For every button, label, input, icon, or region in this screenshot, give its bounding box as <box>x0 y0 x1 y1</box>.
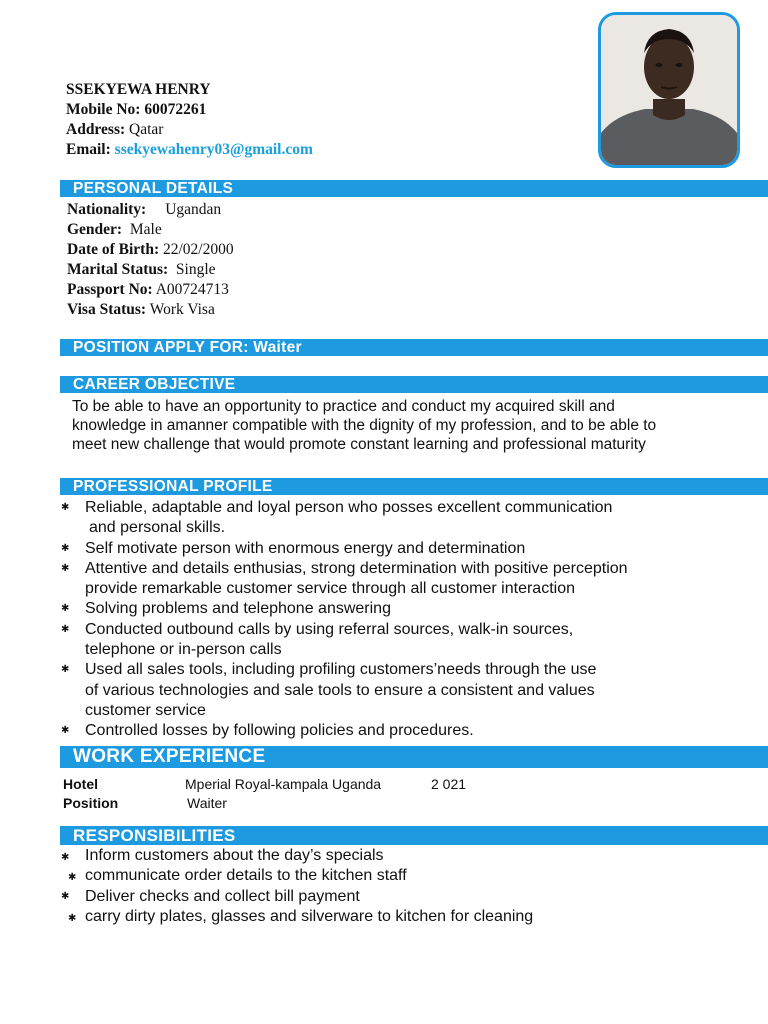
position-label: Position <box>63 795 119 811</box>
asterisk-bullet-icon: ✱ <box>61 603 70 615</box>
candidate-name: SSEKYEWA HENRY <box>66 81 211 98</box>
responsibilities-list <box>58 846 533 927</box>
list-item: ✱ Used all sales tools, including profiling customers’needs through the use of various technologies and sale tools to ensure a consistent and values customer service <box>61 661 597 719</box>
asterisk-bullet-icon: ✱ <box>68 872 77 884</box>
list-item: ✱ Attentive and details enthusias, strong determination with positive perception provide remarkable customer service through all customer interaction <box>61 559 628 598</box>
mobile-label: Mobile No: <box>66 101 141 118</box>
list-item: ✱ communicate order details to the kitchen staff <box>68 867 407 885</box>
email-label: Email: <box>66 141 111 158</box>
work-year: 2 021 <box>431 776 467 792</box>
list-item: ✱ Conducted outbound calls by using referral sources, walk-in sources, telephone or in-person calls <box>61 620 574 659</box>
email-link[interactable]: ssekyewahenry03@gmail.com <box>114 141 313 158</box>
nationality-value: Ugandan <box>165 201 222 218</box>
asterisk-bullet-icon: ✱ <box>61 664 70 676</box>
section-header-position-apply: POSITION APPLY FOR: Waiter <box>60 339 768 356</box>
contact-header <box>66 80 313 160</box>
asterisk-bullet-icon: ✱ <box>61 890 70 902</box>
list-item: ✱ Controlled losses by following policies and procedures. <box>61 722 474 740</box>
professional-profile-list <box>58 498 628 742</box>
section-header-work-experience: WORK EXPERIENCE <box>60 746 768 768</box>
career-objective-text <box>72 397 752 454</box>
section-header-responsibilities: RESPONSIBILITIES <box>60 826 768 845</box>
visa-status-row <box>67 300 234 320</box>
passport-label: Passport No: <box>67 281 153 298</box>
career-line: meet new challenge that would promote constant learning and professional maturity <box>72 436 646 453</box>
career-line: knowledge in amanner compatible with the dignity of my profession, and to be able to <box>72 417 657 434</box>
list-item: ✱ carry dirty plates, glasses and silverware to kitchen for cleaning <box>68 907 534 925</box>
visa-status-label: Visa Status: <box>67 301 147 318</box>
passport-row <box>67 280 234 300</box>
passport-value: A00724713 <box>155 281 229 298</box>
nationality-row <box>67 200 234 220</box>
gender-label: Gender: <box>67 221 123 238</box>
asterisk-bullet-icon: ✱ <box>61 852 70 863</box>
asterisk-bullet-icon: ✱ <box>68 912 77 924</box>
hotel-label: Hotel <box>63 776 98 792</box>
dob-label: Date of Birth: <box>67 241 160 258</box>
address-label: Address: <box>66 121 126 138</box>
person-portrait-icon <box>601 15 737 165</box>
list-item: ✱ Deliver checks and collect bill payment <box>61 887 360 905</box>
marital-status-row <box>67 260 234 280</box>
profile-photo <box>598 12 740 168</box>
mobile-value: 60072261 <box>144 101 207 118</box>
list-item: ✱ Solving problems and telephone answering <box>61 600 391 618</box>
asterisk-bullet-icon: ✱ <box>61 542 70 554</box>
hotel-value: Mperial Royal-kampala Uganda <box>185 776 382 792</box>
list-item: ✱ Reliable, adaptable and loyal person who posses excellent communication and personal skills. <box>61 499 613 537</box>
section-header-professional-profile: PROFESSIONAL PROFILE <box>60 478 768 495</box>
marital-status-value: Single <box>175 261 216 278</box>
asterisk-bullet-icon: ✱ <box>61 623 70 635</box>
nationality-label: Nationality: <box>67 201 147 218</box>
gender-row <box>67 220 234 240</box>
asterisk-bullet-icon: ✱ <box>61 725 70 737</box>
asterisk-bullet-icon: ✱ <box>61 502 70 513</box>
section-header-personal-details: PERSONAL DETAILS <box>60 180 768 197</box>
personal-details <box>67 200 234 320</box>
dob-value: 22/02/2000 <box>163 241 234 258</box>
section-header-career-objective: CAREER OBJECTIVE <box>60 376 768 393</box>
visa-status-value: Work Visa <box>149 301 215 318</box>
asterisk-bullet-icon: ✱ <box>61 562 70 574</box>
list-item: ✱ Self motivate person with enormous energy and determination <box>61 539 526 557</box>
gender-value: Male <box>129 221 162 238</box>
career-line: To be able to have an opportunity to practice and conduct my acquired skill and <box>72 398 615 415</box>
dob-row <box>67 240 234 260</box>
marital-status-label: Marital Status: <box>67 261 169 278</box>
position-value: Waiter <box>187 795 227 811</box>
address-value: Qatar <box>129 121 164 138</box>
list-item: ✱ Inform customers about the day’s specials <box>61 847 384 864</box>
